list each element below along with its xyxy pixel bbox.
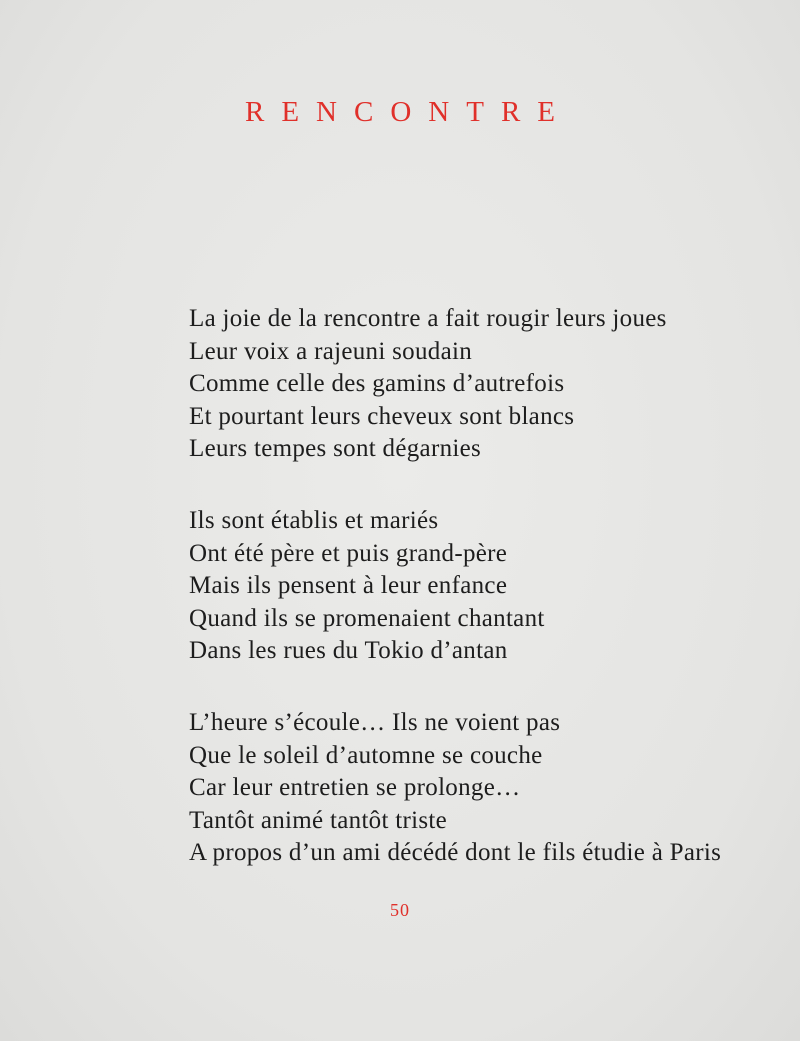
poem-line: L’heure s’écoule… Ils ne voient pas [189,709,561,736]
poem-line: Ils sont établis et mariés [189,507,439,534]
page-number: 50 [390,900,410,920]
poem-line: Dans les rues du Tokio d’antan [189,637,508,664]
stanza-2 [189,505,545,668]
poem-line: Et pourtant leurs cheveux sont blancs [189,402,575,430]
poem-line: Leur voix a rajeuni soudain [189,337,473,365]
poem-title: RENCONTRE [245,96,572,128]
poem-line: A propos d’un ami décédé dont le fils étudie à Paris [189,839,722,866]
poem-line: Leurs tempes sont dégarnies [189,435,482,462]
poem-line: Quand ils se promenaient chantant [189,604,545,632]
stanza-1 [189,303,667,466]
stanza-3 [189,707,721,870]
poem-line: Ont été père et puis grand-père [189,539,508,567]
poem-line: Que le soleil d’automne se couche [189,741,543,769]
poem-line: Mais ils pensent à leur enfance [189,572,508,599]
poem-line: Car leur entretien se prolonge… [189,774,521,801]
poem-line: Tantôt animé tantôt triste [189,806,448,834]
poem-line: Comme celle des gamins d’autrefois [189,370,565,397]
poem-line: La joie de la rencontre a fait rougir leurs joues [189,305,667,332]
